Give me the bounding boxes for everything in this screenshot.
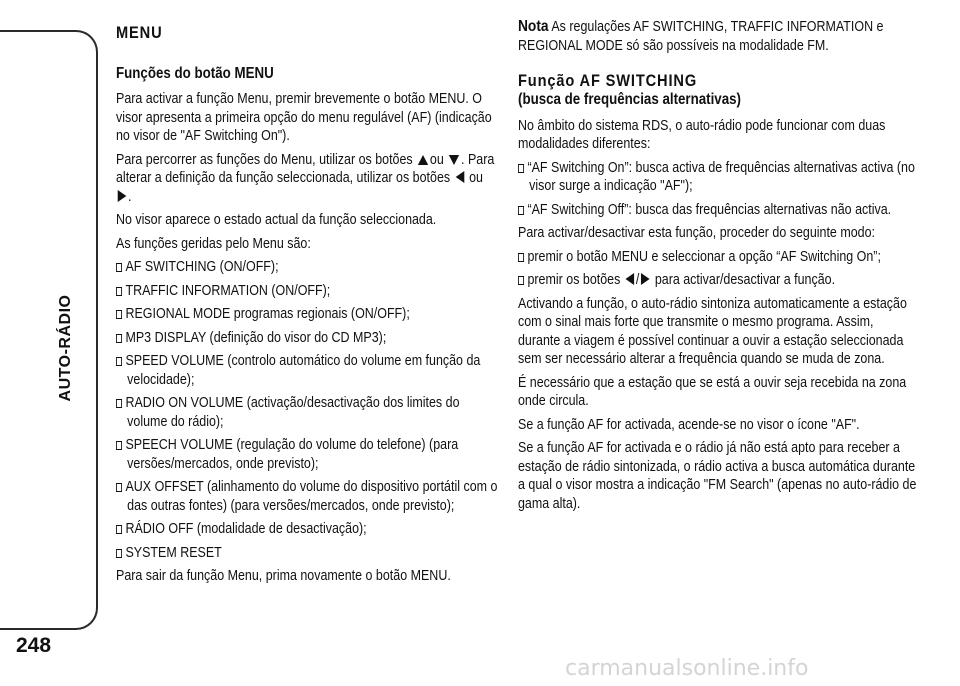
checkbox-bullet-icon <box>518 253 524 262</box>
paragraph: No âmbito do sistema RDS, o auto-rádio pode funcionar com duas modalidades diferentes: <box>518 117 886 152</box>
note: Nota As regulações AF SWITCHING, TRAFFIC INFORMATION e REGIONAL MODE só são possíveis na modalidade FM. <box>518 18 884 54</box>
list-item: premir os botões / para activar/desactivar a função. <box>518 271 919 290</box>
paragraph: Para activar a função Menu, premir brevemente o botão MENU. O visor apresenta a primeira opção do menu regulável (AF) (indicação no visor de "AF Switching On"). <box>116 91 492 144</box>
checkbox-bullet-icon <box>116 357 122 366</box>
list-item: “AF Switching Off”: busca das frequências alternativas não activa. <box>518 201 919 220</box>
left-arrow-icon <box>626 273 635 285</box>
af-subheading: (busca de frequências alternativas) <box>518 91 741 108</box>
paragraph: No visor aparece o estado actual da função seleccionada. <box>116 212 437 228</box>
paragraph-buttons: Para percorrer as funções do Menu, utilizar os botões ou . Para alterar a definição da função seleccionada, utilizar os botões ou . <box>116 151 495 205</box>
list-item: AF SWITCHING (ON/OFF); <box>116 258 498 277</box>
checkbox-bullet-icon <box>518 164 524 173</box>
right-column <box>518 18 920 518</box>
right-arrow-icon <box>641 273 650 285</box>
list-item: TRAFFIC INFORMATION (ON/OFF); <box>116 282 498 301</box>
list-item: REGIONAL MODE programas regionais (ON/OFF); <box>116 305 498 324</box>
note-label: Nota <box>518 18 549 35</box>
paragraph: Se a função AF for activada, acende-se no visor o ícone "AF". <box>518 416 860 433</box>
checkbox-bullet-icon <box>116 310 122 319</box>
list-item: premir o botão MENU e seleccionar a opção “AF Switching On”; <box>518 248 919 267</box>
up-arrow-icon <box>418 155 428 165</box>
list-item: SYSTEM RESET <box>116 544 498 563</box>
watermark: carmanualsonline.info <box>565 656 809 681</box>
left-arrow-icon <box>455 171 464 183</box>
checkbox-bullet-icon <box>116 334 122 343</box>
menu-subheading: Funções do botão MENU <box>116 64 274 82</box>
paragraph: Activando a função, o auto-rádio sintoniza automaticamente a estação com o sinal mais forte que transmite o mesmo programa. Assim, durante a viagem é possível continuar a ouvir a estação seleccionada sem ser necessário alterar a frequência quando se muda de zona. <box>518 295 907 367</box>
checkbox-bullet-icon <box>518 206 524 215</box>
list-item: SPEED VOLUME (controlo automático do volume em função da velocidade); <box>116 352 498 389</box>
paragraph: Para sair da função Menu, prima novamente o botão MENU. <box>116 568 451 584</box>
list-item: RADIO ON VOLUME (activação/desactivação dos limites do volume do rádio); <box>116 394 498 431</box>
menu-heading: MENU <box>116 23 163 42</box>
checkbox-bullet-icon <box>116 525 122 534</box>
checkbox-bullet-icon <box>116 263 122 272</box>
paragraph: Para activar/desactivar esta função, proceder do seguinte modo: <box>518 225 875 241</box>
left-column <box>116 18 499 591</box>
checkbox-bullet-icon <box>518 276 524 285</box>
list-item: SPEECH VOLUME (regulação do volume do telefone) (para versões/mercados, onde previsto); <box>116 436 498 473</box>
list-item: AUX OFFSET (alinhamento do volume do dispositivo portátil com o das outras fontes) (para versões/mercados, onde previsto); <box>116 478 498 515</box>
checkbox-bullet-icon <box>116 441 122 450</box>
paragraph: As funções geridas pelo Menu são: <box>116 235 311 252</box>
paragraph: É necessário que a estação que se está a ouvir seja recebida na zona onde circula. <box>518 374 907 409</box>
checkbox-bullet-icon <box>116 287 122 296</box>
checkbox-bullet-icon <box>116 483 122 492</box>
section-tab <box>0 30 98 630</box>
paragraph: Se a função AF for activada e o rádio já não está apto para receber a estação de rádio sintonizada, o rádio activa a busca automática durante a qual o visor mostra a indicação "FM Search" (apenas no auto-rádio de gama alta). <box>518 440 917 512</box>
list-item: “AF Switching On”: busca activa de frequências alternativas activa (no visor surge a indicação "AF"); <box>518 159 919 196</box>
checkbox-bullet-icon <box>116 399 122 408</box>
right-arrow-icon <box>118 190 127 202</box>
section-label: AUTO-RÁDIO <box>57 294 74 402</box>
down-arrow-icon <box>449 155 459 165</box>
page-number: 248 <box>16 634 52 657</box>
list-item: MP3 DISPLAY (definição do visor do CD MP3); <box>116 329 498 348</box>
list-item: RÁDIO OFF (modalidade de desactivação); <box>116 520 498 539</box>
checkbox-bullet-icon <box>116 549 122 558</box>
af-heading: Função AF SWITCHING <box>518 71 698 90</box>
